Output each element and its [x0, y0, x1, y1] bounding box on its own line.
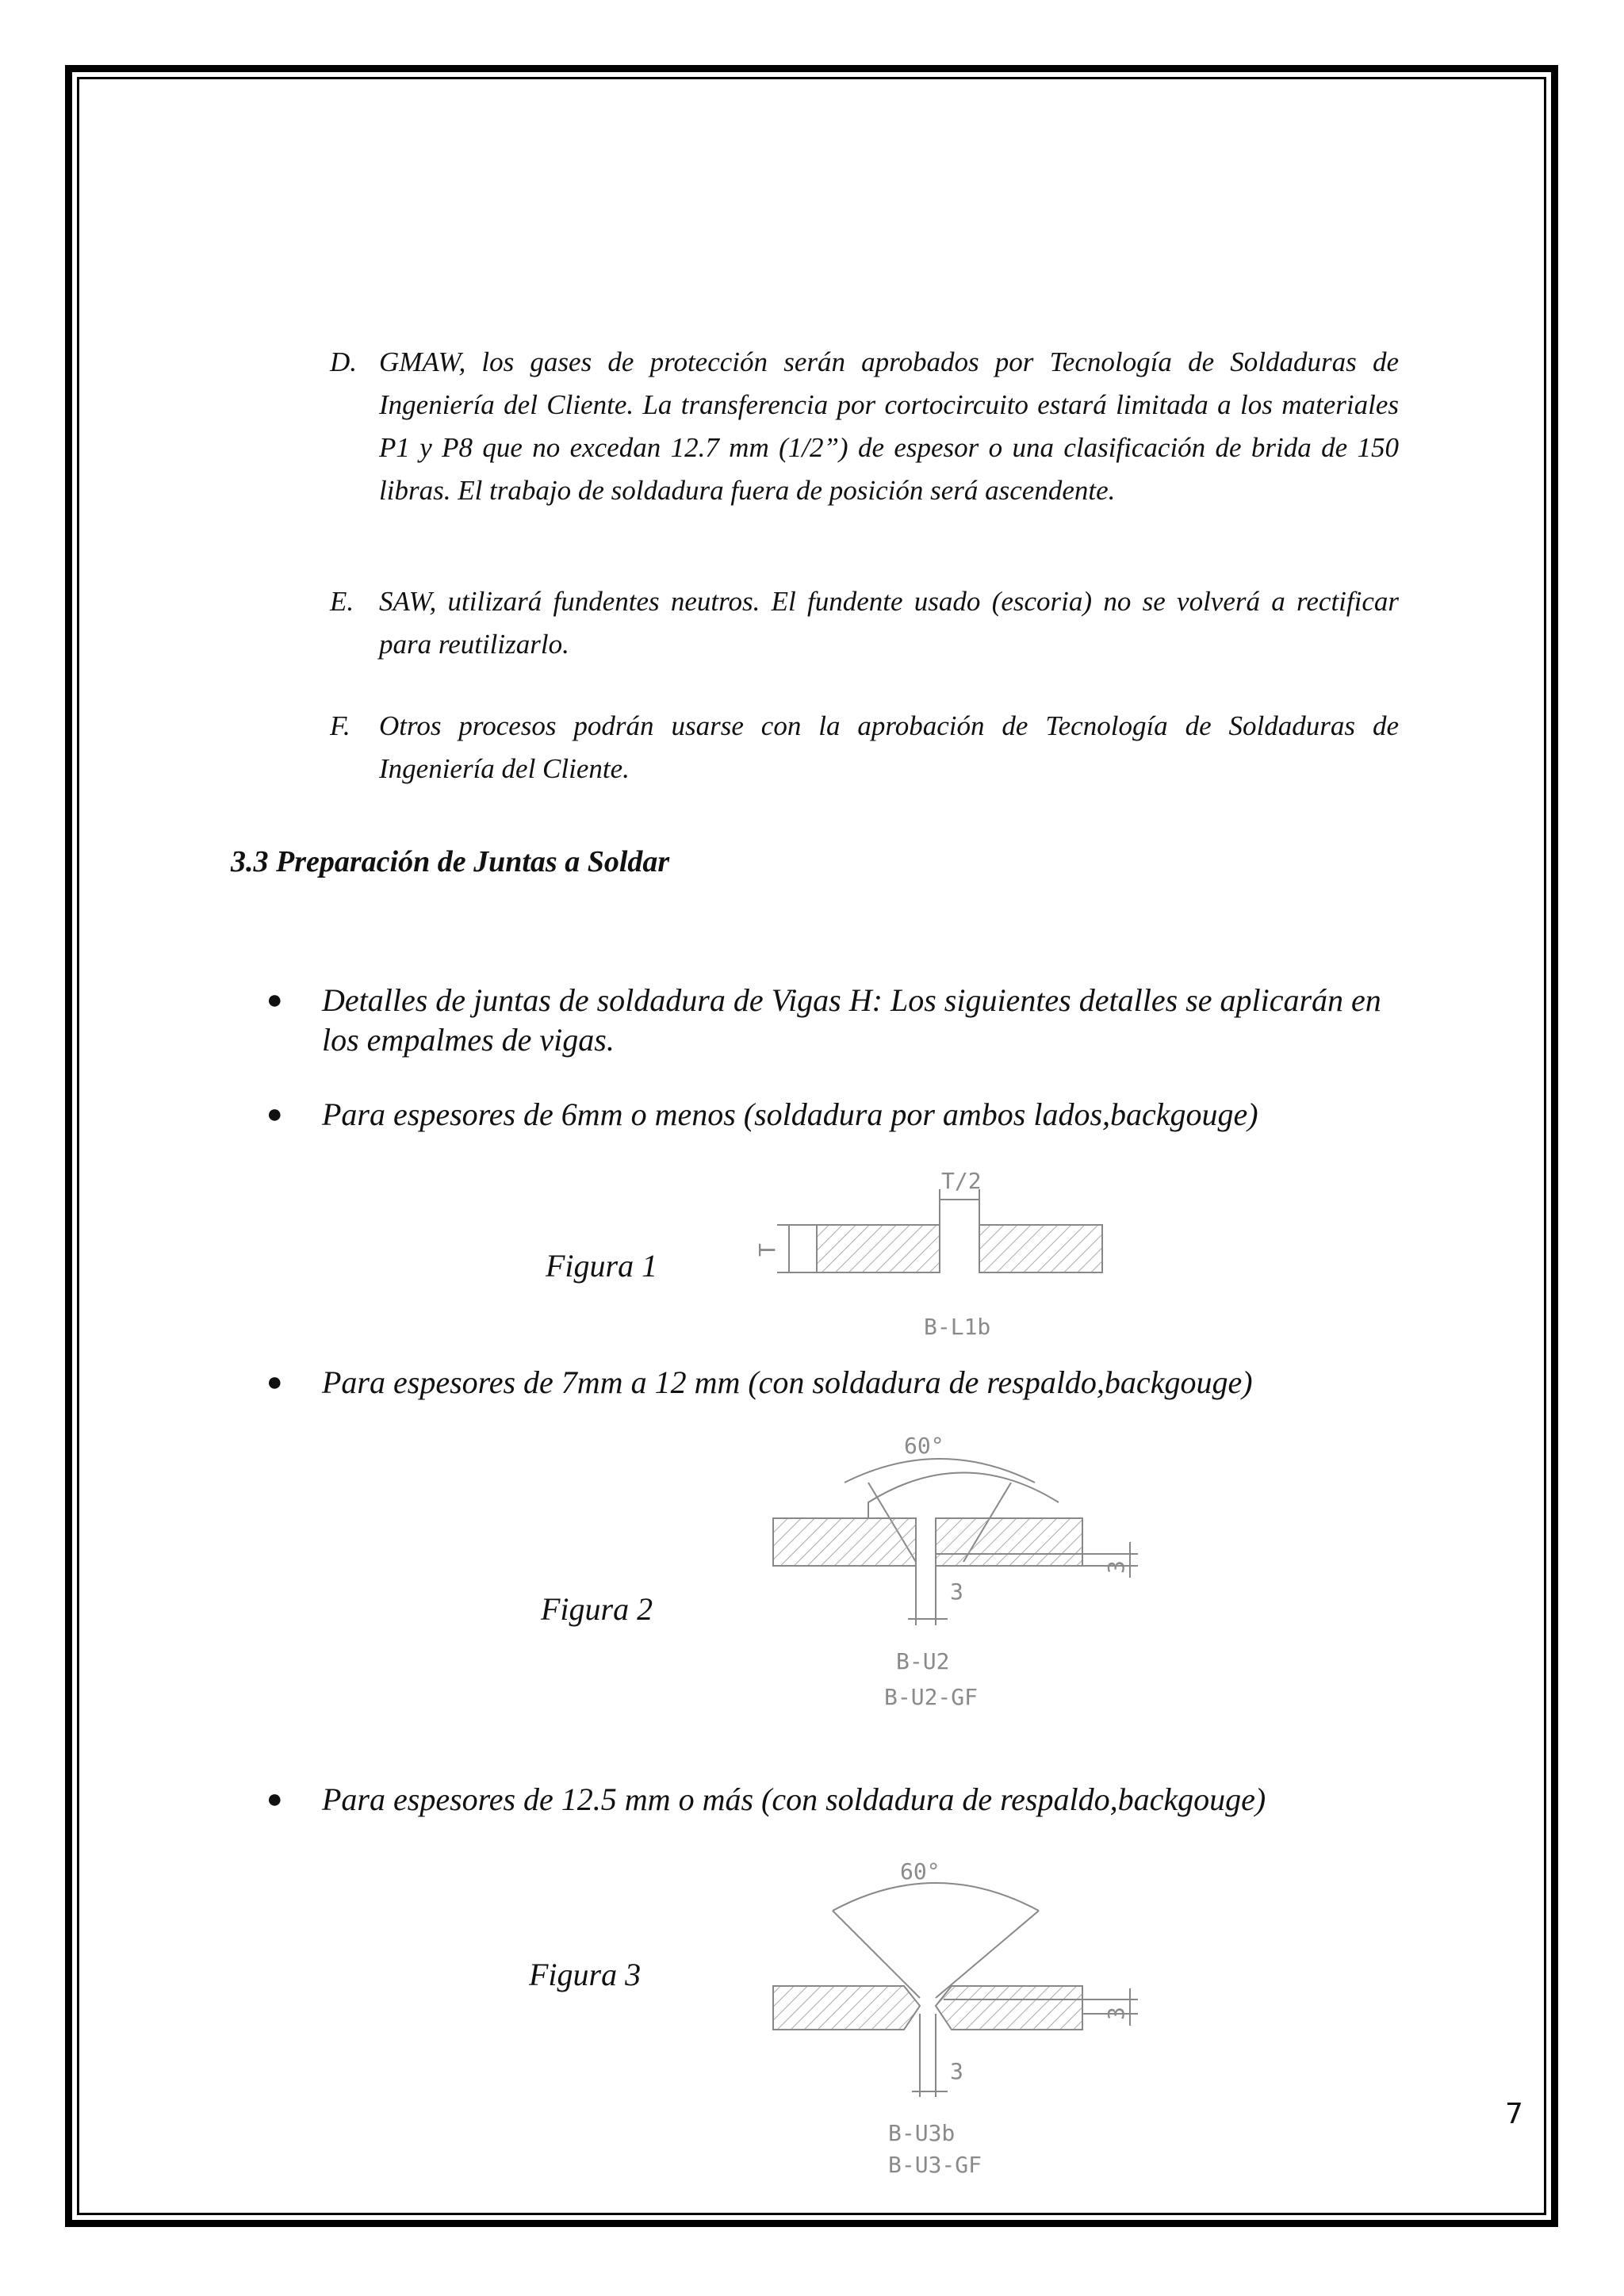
side-dim-label: 3 — [1103, 2007, 1129, 2020]
root-gap-label: 3 — [950, 1578, 963, 1605]
plate-left — [817, 1225, 940, 1272]
bullet-item — [266, 981, 1424, 1060]
item-text: GMAW, los gases de protección serán aprobados por Tecnología de Soldaduras de Ingeniería del Cliente. La transferencia por cortocircuito estará limitada a los materiales P1 y P8 que no excedan 12.7 mm (1/2”) de espesor o una clasificación de brida de 150 libras. El trabajo de soldadura fuera de posición será ascendente. — [379, 346, 1399, 506]
angle-label: 60° — [900, 1858, 940, 1885]
plate-right — [979, 1225, 1102, 1272]
bullet-item — [266, 1095, 1424, 1135]
bullet-text: Para espesores de 12.5 mm o más (con soldadura de respaldo,backgouge) — [322, 1781, 1266, 1817]
side-dim-label: 3 — [1103, 1560, 1129, 1574]
item-e — [330, 580, 1399, 666]
plate-right — [936, 1518, 1082, 1566]
bullet-text: Detalles de juntas de soldadura de Vigas H: Los siguientes detalles se aplicarán en los empalmes de vigas. — [322, 982, 1381, 1058]
figure-1-label: Figura 1 — [546, 1248, 658, 1284]
figure-code: B-U2-GF — [884, 1684, 979, 1710]
item-label: D. — [330, 346, 358, 377]
item-d — [330, 341, 1399, 512]
item-label: F. — [330, 710, 350, 741]
dim-gap-label: T/2 — [941, 1168, 982, 1194]
root-gap-label: 3 — [950, 2058, 963, 2084]
bullet-icon: ● — [266, 1785, 283, 1814]
section-heading: 3.3 Preparación de Juntas a Soldar — [231, 845, 670, 878]
bullet-item — [266, 1780, 1424, 1820]
figure-code: B-L1b — [924, 1314, 991, 1340]
figure-code: B-U3-GF — [888, 2152, 982, 2178]
bullet-item — [266, 1363, 1424, 1402]
figure-code: B-U3b — [888, 2120, 956, 2146]
item-label: E. — [330, 586, 354, 617]
bullet-icon: ● — [266, 1100, 283, 1129]
figure-2-diagram — [757, 1427, 1154, 1720]
page-number: 7 — [1505, 2098, 1523, 2130]
item-f — [330, 705, 1399, 790]
plate-left — [773, 1986, 920, 2030]
item-text: Otros procesos podrán usarse con la aprobación de Tecnología de Soldaduras de Ingeniería del Cliente. — [379, 710, 1399, 784]
bullet-icon: ● — [266, 985, 283, 1015]
angle-label: 60° — [904, 1433, 944, 1459]
bullet-icon: ● — [266, 1368, 283, 1397]
plate-right — [936, 1986, 1082, 2030]
figure-3-diagram — [757, 1847, 1154, 2188]
figure-code: B-U2 — [896, 1648, 950, 1674]
figure-3-label: Figura 3 — [529, 1957, 642, 1992]
bullet-text: Para espesores de 6mm o menos (soldadura por ambos lados,backgouge) — [322, 1096, 1258, 1132]
bullet-text: Para espesores de 7mm a 12 mm (con soldadura de respaldo,backgouge) — [322, 1364, 1253, 1400]
item-text: SAW, utilizará fundentes neutros. El fundente usado (escoria) no se volverá a rectificar para reutilizarlo. — [379, 586, 1399, 660]
plate-left — [773, 1518, 916, 1566]
figure-1-diagram — [754, 1161, 1138, 1344]
dim-thickness-label: T — [754, 1243, 780, 1257]
figure-2-label: Figura 2 — [541, 1591, 653, 1627]
